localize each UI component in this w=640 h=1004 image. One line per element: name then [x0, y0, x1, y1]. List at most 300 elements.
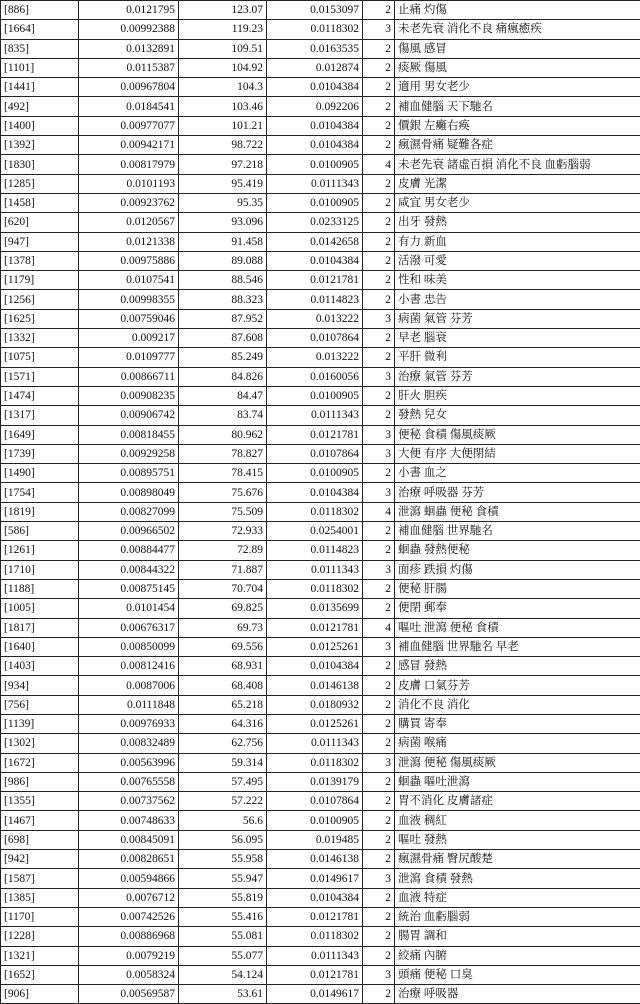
cell-value-2: 75.676 — [179, 483, 267, 502]
table-row — [1, 811, 640, 830]
cell-terms: 血液 稠紅 — [395, 811, 640, 830]
table-row — [1, 251, 640, 270]
cell-count: 2 — [363, 193, 395, 212]
cell-count: 2 — [363, 907, 395, 926]
cell-count: 2 — [363, 58, 395, 77]
cell-value-3: 0.0104384 — [267, 251, 363, 270]
cell-id: [1400] — [1, 116, 79, 135]
cell-value-1: 0.0132891 — [79, 39, 179, 58]
table-row — [1, 579, 640, 598]
cell-count: 2 — [363, 348, 395, 367]
cell-value-2: 78.827 — [179, 444, 267, 463]
cell-value-1: 0.00884477 — [79, 541, 179, 560]
cell-terms: 小書 血之 — [395, 464, 640, 483]
cell-id: [1830] — [1, 155, 79, 174]
cell-value-2: 69.825 — [179, 599, 267, 618]
cell-value-1: 0.00563996 — [79, 753, 179, 772]
cell-terms: 補血健腦 世界馳名 早老 — [395, 637, 640, 656]
cell-value-1: 0.00975886 — [79, 251, 179, 270]
cell-value-2: 57.495 — [179, 772, 267, 791]
cell-value-2: 54.124 — [179, 965, 267, 984]
cell-value-2: 55.958 — [179, 850, 267, 869]
cell-id: [1302] — [1, 734, 79, 753]
cell-value-2: 85.249 — [179, 348, 267, 367]
cell-terms: 病菌 喉痛 — [395, 734, 640, 753]
table-row — [1, 599, 640, 618]
table-row — [1, 965, 640, 984]
table-row — [1, 444, 640, 463]
table-row — [1, 676, 640, 695]
cell-count: 3 — [363, 869, 395, 888]
cell-value-2: 68.408 — [179, 676, 267, 695]
cell-terms: 腸胃 調和 — [395, 927, 640, 946]
cell-terms: 咸宜 男女老少 — [395, 193, 640, 212]
cell-value-2: 72.933 — [179, 522, 267, 541]
cell-id: [1188] — [1, 579, 79, 598]
cell-value-2: 109.51 — [179, 39, 267, 58]
cell-id: [835] — [1, 39, 79, 58]
cell-id: [1474] — [1, 386, 79, 405]
cell-value-1: 0.00923762 — [79, 193, 179, 212]
cell-value-3: 0.0104384 — [267, 78, 363, 97]
table-row — [1, 502, 640, 521]
cell-value-1: 0.00908235 — [79, 386, 179, 405]
cell-count: 2 — [363, 714, 395, 733]
cell-count: 2 — [363, 329, 395, 348]
cell-value-3: 0.0163535 — [267, 39, 363, 58]
cell-id: [1139] — [1, 714, 79, 733]
cell-value-1: 0.00966502 — [79, 522, 179, 541]
cell-id: [1385] — [1, 888, 79, 907]
cell-value-3: 0.0153097 — [267, 1, 363, 20]
table-row — [1, 541, 640, 560]
cell-id: [1710] — [1, 560, 79, 579]
table-row — [1, 618, 640, 637]
cell-count: 2 — [363, 271, 395, 290]
cell-terms: 平肝 微利 — [395, 348, 640, 367]
cell-id: [942] — [1, 850, 79, 869]
cell-terms: 未老先衰 消化不良 痛瘋癒疾 — [395, 20, 640, 39]
cell-value-2: 101.21 — [179, 116, 267, 135]
cell-count: 3 — [363, 483, 395, 502]
table-row — [1, 329, 640, 348]
table-body — [1, 1, 640, 1004]
cell-value-1: 0.00737562 — [79, 792, 179, 811]
cell-value-3: 0.0118302 — [267, 502, 363, 521]
cell-terms: 出牙 發熱 — [395, 213, 640, 232]
cell-id: [1170] — [1, 907, 79, 926]
cell-terms: 絞痛 內腑 — [395, 946, 640, 965]
cell-id: [1625] — [1, 309, 79, 328]
cell-value-2: 55.416 — [179, 907, 267, 926]
cell-id: [1101] — [1, 58, 79, 77]
cell-count: 2 — [363, 657, 395, 676]
cell-terms: 小書 忠告 — [395, 290, 640, 309]
cell-id: [1652] — [1, 965, 79, 984]
cell-count: 2 — [363, 830, 395, 849]
cell-value-3: 0.0104384 — [267, 116, 363, 135]
table-row — [1, 734, 640, 753]
cell-value-3: 0.0104384 — [267, 657, 363, 676]
cell-id: [1332] — [1, 329, 79, 348]
cell-value-2: 55.081 — [179, 927, 267, 946]
cell-count: 3 — [363, 20, 395, 39]
cell-value-1: 0.00998355 — [79, 290, 179, 309]
table-row — [1, 657, 640, 676]
cell-value-3: 0.0149617 — [267, 985, 363, 1004]
cell-value-3: 0.0118302 — [267, 20, 363, 39]
cell-terms: 便秘 肝腸 — [395, 579, 640, 598]
cell-value-3: 0.0121781 — [267, 425, 363, 444]
cell-value-1: 0.00828651 — [79, 850, 179, 869]
cell-value-2: 89.088 — [179, 251, 267, 270]
cell-value-3: 0.0104384 — [267, 888, 363, 907]
cell-value-3: 0.0146138 — [267, 850, 363, 869]
table-row — [1, 1, 640, 20]
table-row — [1, 483, 640, 502]
cell-value-3: 0.0118302 — [267, 579, 363, 598]
cell-value-1: 0.0101193 — [79, 174, 179, 193]
cell-value-1: 0.00676317 — [79, 618, 179, 637]
cell-value-3: 0.0118302 — [267, 753, 363, 772]
cell-id: [1392] — [1, 136, 79, 155]
cell-value-2: 93.096 — [179, 213, 267, 232]
cell-value-2: 57.222 — [179, 792, 267, 811]
cell-value-1: 0.0076712 — [79, 888, 179, 907]
cell-value-1: 0.00569587 — [79, 985, 179, 1004]
cell-count: 2 — [363, 406, 395, 425]
cell-count: 2 — [363, 792, 395, 811]
cell-count: 4 — [363, 618, 395, 637]
cell-count: 2 — [363, 927, 395, 946]
table-row — [1, 772, 640, 791]
cell-value-3: 0.013222 — [267, 348, 363, 367]
table-row — [1, 985, 640, 1004]
cell-count: 2 — [363, 232, 395, 251]
cell-count: 2 — [363, 676, 395, 695]
cell-value-3: 0.0135699 — [267, 599, 363, 618]
table-row — [1, 367, 640, 386]
cell-id: [1467] — [1, 811, 79, 830]
cell-terms: 購買 寄奉 — [395, 714, 640, 733]
cell-value-1: 0.00992388 — [79, 20, 179, 39]
cell-value-1: 0.0107541 — [79, 271, 179, 290]
cell-id: [1285] — [1, 174, 79, 193]
cell-count: 2 — [363, 290, 395, 309]
cell-terms: 補血健腦 天下馳名 — [395, 97, 640, 116]
cell-terms: 感冒 發熱 — [395, 657, 640, 676]
cell-value-2: 103.46 — [179, 97, 267, 116]
cell-terms: 傷風 感冒 — [395, 39, 640, 58]
cell-id: [1490] — [1, 464, 79, 483]
cell-value-3: 0.0139179 — [267, 772, 363, 791]
cell-count: 2 — [363, 985, 395, 1004]
cell-count: 3 — [363, 965, 395, 984]
cell-id: [1317] — [1, 406, 79, 425]
cell-count: 3 — [363, 367, 395, 386]
cell-count: 3 — [363, 309, 395, 328]
cell-terms: 痰厥 傷風 — [395, 58, 640, 77]
cell-value-2: 123.07 — [179, 1, 267, 20]
cell-value-2: 83.74 — [179, 406, 267, 425]
cell-terms: 嘔吐 泄瀉 便秘 食積 — [395, 618, 640, 637]
cell-count: 2 — [363, 97, 395, 116]
cell-count: 2 — [363, 464, 395, 483]
cell-value-2: 69.73 — [179, 618, 267, 637]
cell-value-1: 0.0109777 — [79, 348, 179, 367]
cell-terms: 嘔吐 發熱 — [395, 830, 640, 849]
cell-count: 2 — [363, 850, 395, 869]
table-row — [1, 714, 640, 733]
cell-value-2: 97.218 — [179, 155, 267, 174]
cell-value-2: 119.23 — [179, 20, 267, 39]
cell-id: [947] — [1, 232, 79, 251]
cell-terms: 泄瀉 食積 發熱 — [395, 869, 640, 888]
cell-count: 2 — [363, 579, 395, 598]
cell-value-2: 84.826 — [179, 367, 267, 386]
cell-id: [1458] — [1, 193, 79, 212]
cell-terms: 便秘 食積 傷風痰厥 — [395, 425, 640, 444]
cell-terms: 未老先衰 諸虛百損 消化不良 血虧腦弱 — [395, 155, 640, 174]
table-row — [1, 464, 640, 483]
cell-id: [1571] — [1, 367, 79, 386]
cell-value-1: 0.00875145 — [79, 579, 179, 598]
cell-value-1: 0.00967804 — [79, 78, 179, 97]
cell-count: 3 — [363, 637, 395, 656]
cell-value-3: 0.0142658 — [267, 232, 363, 251]
cell-value-1: 0.0120567 — [79, 213, 179, 232]
cell-count: 2 — [363, 772, 395, 791]
cell-value-1: 0.00748633 — [79, 811, 179, 830]
table-row — [1, 927, 640, 946]
cell-count: 2 — [363, 541, 395, 560]
cell-count: 3 — [363, 560, 395, 579]
cell-value-3: 0.0111343 — [267, 406, 363, 425]
cell-terms: 便閉 郵奉 — [395, 599, 640, 618]
cell-terms: 皮膚 光潔 — [395, 174, 640, 193]
cell-value-3: 0.0254001 — [267, 522, 363, 541]
table-row — [1, 522, 640, 541]
cell-value-3: 0.0114823 — [267, 541, 363, 560]
cell-value-1: 0.00898049 — [79, 483, 179, 502]
cell-terms: 泄瀉 蛔蟲 便秘 食積 — [395, 502, 640, 521]
table-row — [1, 406, 640, 425]
cell-value-2: 88.323 — [179, 290, 267, 309]
cell-value-2: 104.3 — [179, 78, 267, 97]
cell-value-1: 0.00759046 — [79, 309, 179, 328]
cell-value-2: 70.704 — [179, 579, 267, 598]
cell-value-3: 0.0180932 — [267, 695, 363, 714]
cell-value-1: 0.00818455 — [79, 425, 179, 444]
table-row — [1, 271, 640, 290]
cell-value-3: 0.0160056 — [267, 367, 363, 386]
cell-value-1: 0.00942171 — [79, 136, 179, 155]
cell-id: [1739] — [1, 444, 79, 463]
cell-value-1: 0.0115387 — [79, 58, 179, 77]
cell-count: 3 — [363, 425, 395, 444]
cell-id: [1075] — [1, 348, 79, 367]
table-row — [1, 290, 640, 309]
cell-value-3: 0.0121781 — [267, 907, 363, 926]
cell-count: 2 — [363, 1, 395, 20]
cell-terms: 頭痛 便秘 口臭 — [395, 965, 640, 984]
cell-value-1: 0.0121338 — [79, 232, 179, 251]
cell-value-2: 95.419 — [179, 174, 267, 193]
cell-terms: 性和 味美 — [395, 271, 640, 290]
cell-value-2: 80.962 — [179, 425, 267, 444]
cell-terms: 早老 腦衰 — [395, 329, 640, 348]
cell-id: [620] — [1, 213, 79, 232]
cell-id: [1378] — [1, 251, 79, 270]
table-row — [1, 193, 640, 212]
cell-value-1: 0.0087006 — [79, 676, 179, 695]
cell-id: [698] — [1, 830, 79, 849]
cell-value-1: 0.00594866 — [79, 869, 179, 888]
cell-terms: 面疹 跌損 灼傷 — [395, 560, 640, 579]
table-row — [1, 116, 640, 135]
cell-value-3: 0.0111343 — [267, 174, 363, 193]
cell-value-1: 0.0058324 — [79, 965, 179, 984]
cell-value-1: 0.00977077 — [79, 116, 179, 135]
cell-id: [1817] — [1, 618, 79, 637]
cell-value-3: 0.0111343 — [267, 560, 363, 579]
cell-value-3: 0.0111343 — [267, 734, 363, 753]
cell-count: 2 — [363, 251, 395, 270]
cell-value-3: 0.0107864 — [267, 444, 363, 463]
table-row — [1, 78, 640, 97]
cell-value-1: 0.00844322 — [79, 560, 179, 579]
table-row — [1, 425, 640, 444]
cell-value-2: 69.556 — [179, 637, 267, 656]
cell-id: [1672] — [1, 753, 79, 772]
cell-id: [1179] — [1, 271, 79, 290]
cell-terms: 大便 有序 大便閉結 — [395, 444, 640, 463]
cell-terms: 肝火 胆疾 — [395, 386, 640, 405]
cell-terms: 消化不良 消化 — [395, 695, 640, 714]
cell-id: [1403] — [1, 657, 79, 676]
cell-value-2: 87.952 — [179, 309, 267, 328]
cell-value-2: 62.756 — [179, 734, 267, 753]
cell-value-3: 0.0104384 — [267, 136, 363, 155]
cell-value-2: 56.6 — [179, 811, 267, 830]
table-row — [1, 58, 640, 77]
cell-value-3: 0.0125261 — [267, 714, 363, 733]
cell-value-1: 0.0184541 — [79, 97, 179, 116]
cell-value-2: 84.47 — [179, 386, 267, 405]
cell-value-3: 0.092206 — [267, 97, 363, 116]
cell-value-2: 64.316 — [179, 714, 267, 733]
cell-count: 2 — [363, 946, 395, 965]
table-row — [1, 869, 640, 888]
cell-value-3: 0.0107864 — [267, 329, 363, 348]
cell-count: 2 — [363, 116, 395, 135]
cell-value-3: 0.0100905 — [267, 386, 363, 405]
cell-value-2: 72.89 — [179, 541, 267, 560]
cell-value-2: 88.546 — [179, 271, 267, 290]
cell-value-1: 0.00832489 — [79, 734, 179, 753]
cell-value-3: 0.0233125 — [267, 213, 363, 232]
cell-id: [1256] — [1, 290, 79, 309]
cell-value-3: 0.0125261 — [267, 637, 363, 656]
table-row — [1, 830, 640, 849]
cell-value-2: 98.722 — [179, 136, 267, 155]
cell-id: [1441] — [1, 78, 79, 97]
cell-value-3: 0.0121781 — [267, 618, 363, 637]
cell-id: [586] — [1, 522, 79, 541]
table-row — [1, 386, 640, 405]
cell-value-1: 0.00850099 — [79, 637, 179, 656]
cell-count: 2 — [363, 174, 395, 193]
cell-count: 2 — [363, 213, 395, 232]
cell-terms: 泄瀉 便秘 傷風痰厥 — [395, 753, 640, 772]
cell-id: [986] — [1, 772, 79, 791]
table-row — [1, 850, 640, 869]
table-row — [1, 39, 640, 58]
cell-count: 3 — [363, 444, 395, 463]
cell-value-1: 0.0079219 — [79, 946, 179, 965]
cell-value-3: 0.0100905 — [267, 193, 363, 212]
cell-value-1: 0.00906742 — [79, 406, 179, 425]
table-row — [1, 97, 640, 116]
table-row — [1, 888, 640, 907]
cell-count: 3 — [363, 753, 395, 772]
table-row — [1, 753, 640, 772]
table-row — [1, 907, 640, 926]
cell-value-2: 55.947 — [179, 869, 267, 888]
cell-id: [1754] — [1, 483, 79, 502]
cell-terms: 瘋濕骨痛 臀尻酸楚 — [395, 850, 640, 869]
cell-count: 2 — [363, 522, 395, 541]
cell-value-2: 75.509 — [179, 502, 267, 521]
cell-value-2: 95.35 — [179, 193, 267, 212]
cell-value-3: 0.0121781 — [267, 965, 363, 984]
cell-value-2: 65.218 — [179, 695, 267, 714]
cell-id: [886] — [1, 1, 79, 20]
cell-id: [1228] — [1, 927, 79, 946]
table-row — [1, 695, 640, 714]
cell-id: [1640] — [1, 637, 79, 656]
cell-value-1: 0.0101454 — [79, 599, 179, 618]
cell-count: 4 — [363, 502, 395, 521]
cell-value-3: 0.0104384 — [267, 483, 363, 502]
cell-terms: 治療 氣管 芬芳 — [395, 367, 640, 386]
cell-value-2: 78.415 — [179, 464, 267, 483]
table-row — [1, 232, 640, 251]
cell-id: [1321] — [1, 946, 79, 965]
cell-value-3: 0.0114823 — [267, 290, 363, 309]
cell-id: [756] — [1, 695, 79, 714]
cell-terms: 有力 新血 — [395, 232, 640, 251]
cell-value-1: 0.00765558 — [79, 772, 179, 791]
cell-id: [906] — [1, 985, 79, 1004]
cell-value-1: 0.009217 — [79, 329, 179, 348]
cell-value-3: 0.0100905 — [267, 811, 363, 830]
cell-value-3: 0.0121781 — [267, 271, 363, 290]
cell-value-3: 0.0107864 — [267, 792, 363, 811]
cell-value-3: 0.0111343 — [267, 946, 363, 965]
table-row — [1, 792, 640, 811]
cell-terms: 病菌 氣管 芬芳 — [395, 309, 640, 328]
cell-count: 2 — [363, 136, 395, 155]
cell-value-2: 56.095 — [179, 830, 267, 849]
cell-count: 4 — [363, 155, 395, 174]
cell-terms: 血液 特症 — [395, 888, 640, 907]
cell-count: 2 — [363, 811, 395, 830]
cell-value-2: 53.61 — [179, 985, 267, 1004]
cell-id: [1005] — [1, 599, 79, 618]
cell-value-1: 0.00742526 — [79, 907, 179, 926]
cell-value-1: 0.00812416 — [79, 657, 179, 676]
